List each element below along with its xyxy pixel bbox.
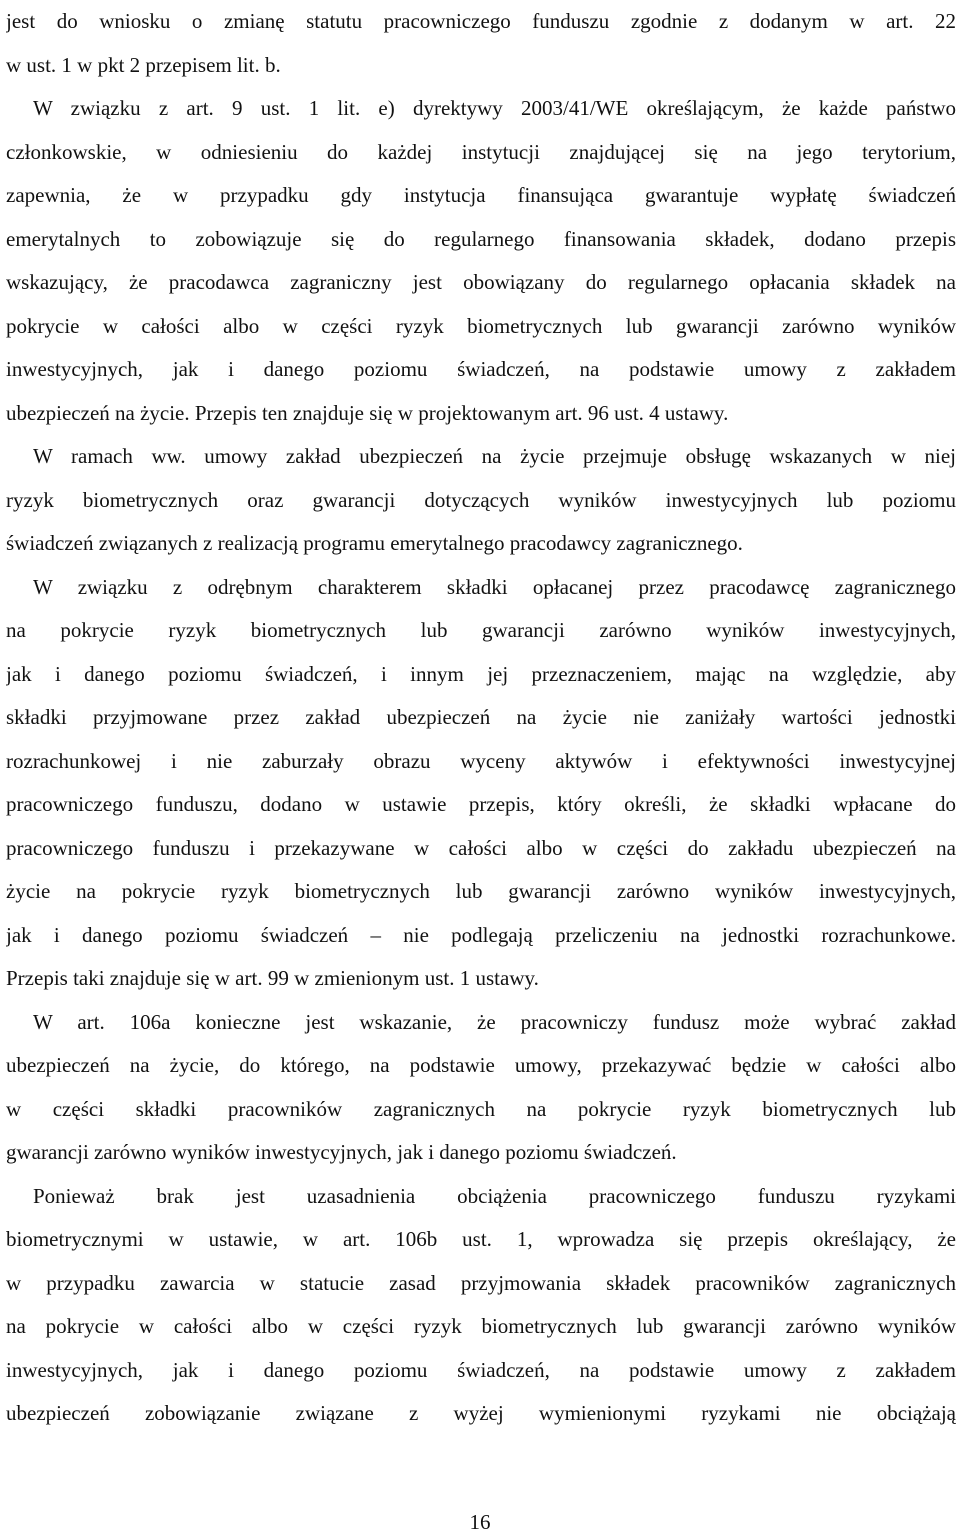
text-line: inwestycyjnych, jak i danego poziomu świadczeń, na podstawie umowy z zakładem: [6, 357, 956, 381]
document-body: [6, 0, 956, 1436]
page-number: 16: [469, 1510, 491, 1534]
text-line: wskazujący, że pracodawca zagraniczny jest obowiązany do regularnego opłacania składek na: [6, 270, 956, 294]
text-line: inwestycyjnych, jak i danego poziomu świadczeń, na podstawie umowy z zakładem: [6, 1357, 956, 1382]
text-line: w przypadku zawarcia w statucie zasad przyjmowania składek pracowników zagranicznych: [6, 1270, 956, 1295]
text-line: na pokrycie w całości albo w części ryzyk biometrycznych lub gwarancji zarówno wyników: [6, 1314, 956, 1338]
text-line: życie na pokrycie ryzyk biometrycznych lub gwarancji zarówno wyników inwestycyjnych,: [6, 879, 956, 903]
text-line: Ponieważ brak jest uzasadnienia obciążenia pracowniczego funduszu ryzykami: [33, 1183, 956, 1208]
text-line: W związku z art. 9 ust. 1 lit. e) dyrektywy 2003/41/WE określającym, że każde państwo: [33, 96, 956, 120]
text-line: W związku z odrębnym charakterem składki opłacanej przez pracodawcę zagranicznego: [33, 574, 956, 599]
text-line: ryzyk biometrycznych oraz gwarancji dotyczących wyników inwestycyjnych lub poziomu: [6, 487, 956, 512]
text-line: Przepis taki znajduje się w art. 99 w zmienionym ust. 1 ustawy.: [6, 966, 539, 990]
text-line: ubezpieczeń zobowiązanie związane z wyżej wymienionymi ryzykami nie obciążają: [6, 1401, 956, 1425]
text-line: ubezpieczeń na życie. Przepis ten znajduje się w projektowanym art. 96 ust. 4 ustawy.: [6, 400, 729, 425]
text-line: pokrycie w całości albo w części ryzyk biometrycznych lub gwarancji zarówno wyników: [6, 313, 956, 338]
text-line: W art. 106a konieczne jest wskazanie, że pracowniczy fundusz może wybrać zakład: [33, 1009, 956, 1034]
text-line: na pokrycie ryzyk biometrycznych lub gwarancji zarówno wyników inwestycyjnych,: [6, 618, 956, 642]
text-line: jak i danego poziomu świadczeń – nie podlegają przeliczeniu na jednostki rozrachunkowe.: [6, 922, 956, 947]
text-line: jak i danego poziomu świadczeń, i innym jej przeznaczeniem, mając na względzie, aby: [6, 661, 956, 686]
text-line: gwarancji zarówno wyników inwestycyjnych, jak i danego poziomu świadczeń.: [6, 1140, 677, 1164]
text-line: pracowniczego funduszu, dodano w ustawie przepis, który określi, że składki wpłacane do: [6, 792, 956, 816]
text-line: w ust. 1 w pkt 2 przepisem lit. b.: [6, 52, 281, 77]
text-line: W ramach ww. umowy zakład ubezpieczeń na życie przejmuje obsługę wskazanych w niej: [33, 444, 956, 468]
text-line: składki przyjmowane przez zakład ubezpieczeń na życie nie zaniżały wartości jednostki: [6, 705, 956, 729]
text-line: emerytalnych to zobowiązuje się do regularnego finansowania składek, dodano przepis: [6, 226, 956, 251]
text-line: pracowniczego funduszu i przekazywane w całości albo w części do zakładu ubezpieczeń na: [6, 835, 956, 860]
text-line: biometrycznymi w ustawie, w art. 106b ust. 1, wprowadza się przepis określający, że: [6, 1227, 956, 1251]
text-line: członkowskie, w odniesieniu do każdej instytucji znajdującej się na jego terytorium,: [6, 139, 956, 164]
text-line: świadczeń związanych z realizacją programu emerytalnego pracodawcy zagranicznego.: [6, 531, 743, 555]
text-line: rozrachunkowej i nie zaburzały obrazu wyceny aktywów i efektywności inwestycyjnej: [6, 748, 956, 773]
text-line: ubezpieczeń na życie, do którego, na podstawie umowy, przekazywać będzie w całości albo: [6, 1053, 956, 1077]
text-line: jest do wniosku o zmianę statutu pracowniczego funduszu zgodnie z dodanym w art. 22: [6, 9, 956, 33]
text-line: w części składki pracowników zagranicznych na pokrycie ryzyk biometrycznych lub: [6, 1096, 956, 1121]
text-line: zapewnia, że w przypadku gdy instytucja finansująca gwarantuje wypłatę świadczeń: [6, 183, 956, 207]
